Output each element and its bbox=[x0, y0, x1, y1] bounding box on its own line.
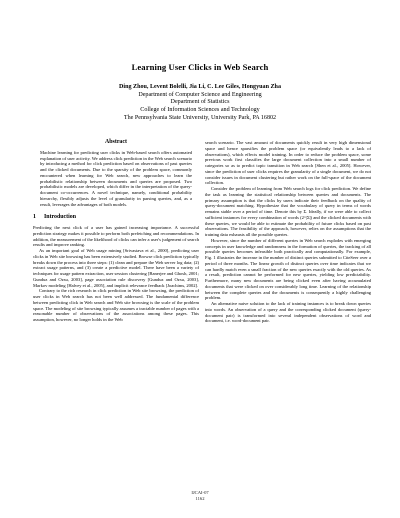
body-paragraph: search scenario. The vast amount of documents quickly result in very high dimensional space and hence sparsifies the problem space (or equivalently leads to a lack of observations), which effects model training. In order to reduce the problem space, some previous work first classifies the large document collection into a small number of categories so as to predict topic transition in Web search [Shen et al., 2005]. However, since the prediction of user clicks requires the granularity of a single document, we do not consider issues in document clustering but rather work on the full-space of the document collection. bbox=[205, 140, 371, 186]
body-paragraph: An alternative naive solution to the lack of training instances is to break down queries into words. An observation of a query and the corresponding clicked document (query-document pair) is transformed into several independent observations of word and document, i.e. word-document pair. bbox=[205, 301, 371, 324]
page-footer bbox=[0, 490, 400, 502]
body-paragraph: Predicting the next click of a user has gained increasing importance. A successful prediction strategy makes it possible to perform both prefetching and recommendations. In addition, the measurement of the likelihood of clicks can infer a user's judgement of search results and improve ranking. bbox=[33, 225, 199, 248]
section-number: 1 bbox=[33, 214, 36, 221]
affiliation-line: Department of Computer Science and Engineering bbox=[138, 91, 262, 98]
body-paragraph: As an important goal of Web usage mining [Srivastava et al., 2000], predicting user clicks in Web site browsing has been extensively studied. Browse click prediction typically breaks down the process into three steps: (1) clean and prepare the Web server log data; (2) extract usage patterns, and (3) create a predictive model. There have been a variety of techniques for usage pattern extraction, user session clustering [Banerjee and Ghosh, 2001; Gunduz and Ozsu, 2003], page association rule discovery [Gunduz and Ozsu, 2003], Markov modeling [Halvey et al., 2005], and implicit relevance feedback [Joachims, 2002]. bbox=[33, 248, 199, 288]
author-names: Ding Zhou, Levent Bolelli, Jia Li, C. Lee Giles, Hongyuan Zha bbox=[118, 84, 281, 90]
right-column bbox=[205, 140, 371, 324]
author-block bbox=[0, 84, 400, 123]
affiliation-line: Department of Statistics bbox=[170, 99, 230, 106]
body-paragraph: Consider the problem of learning from Web search logs for click prediction. We define the task as learning the statistical relationship between queries and documents. The primary assumption is that the clicks by users indicate their feedback on the quality of query-document matching. Hypothesize that the vocabulary of query in terms of words remains stable over a period of time. Denote this by Σ. Ideally, if we were able to collect sufficient instances for every combination of words (2^|Σ|) and the clicked documents with these queries, we would be able to estimate the probability of future clicks based on past observations. The feasibility of the approach, however, relies on the assumptions that the training data exhausts all the possible queries. bbox=[205, 186, 371, 237]
page-number: 1162 bbox=[195, 496, 205, 501]
body-paragraph: Contrary to the rich research in click prediction in Web site browsing, the prediction of user clicks in Web search has not been well addressed. The fundamental difference between predicting click in Web search and Web site browsing is the scale of the problem space. The modeling of site browsing typically assumes a tractable number of pages with a reasonable number of observations of the associations among these pages. This assumption, however, no longer holds in the Web bbox=[33, 288, 199, 322]
left-column bbox=[33, 140, 199, 323]
section-heading bbox=[33, 215, 199, 221]
venue-label: IJCAI-07 bbox=[191, 490, 209, 495]
abstract-text: Machine learning for predicting user clicks in Web-based search offers automated explanation of user activity. We address click prediction in the Web search scenario by introducing a method for click prediction based on observations of past queries and the clicked documents. Due to the sparsity of the problem space, commonly encountered when learning for Web search, new approaches to learn the probabilistic relationship between documents and queries are proposed. Two probabilistic models are developed, which differ in the interpretation of the query-document co-occurrences. A novel technique, namely, conditional probability hierarchy, flexibly adjusts the level of granularity in parsing queries, and, as a result, leverages the advantages of both models. bbox=[40, 149, 192, 207]
abstract-heading: Abstract bbox=[105, 139, 127, 145]
section-title: Introduction bbox=[44, 214, 76, 221]
affiliation-line: The Pennsylvania State University, University Park, PA 16802 bbox=[123, 114, 277, 121]
affiliation-line: College of Information Sciences and Technology bbox=[140, 107, 260, 114]
paper-title: Learning User Clicks in Web Search bbox=[131, 62, 269, 72]
body-paragraph: However, since the number of different queries in Web search explodes with emerging concepts in user knowledge and randomness in the formation of queries, the tracking of all possible queries becomes infeasible both practically and computationally. For example, Fig. 1 illustrates the increase in the number of distinct queries submitted to CiteSeer over a period of three months. The linear growth of distinct queries over time indicates that we can hardly match even a small fraction of the new queries exactly with the old queries. As a result, prediction cannot be performed for new queries, yielding low predictability. Furthermore, many new documents are being clicked even after having accumulated documents that were clicked on over considerably long time. Learning of the relationship between the complete queries and the documents is consequently a highly challenging problem. bbox=[205, 237, 371, 301]
